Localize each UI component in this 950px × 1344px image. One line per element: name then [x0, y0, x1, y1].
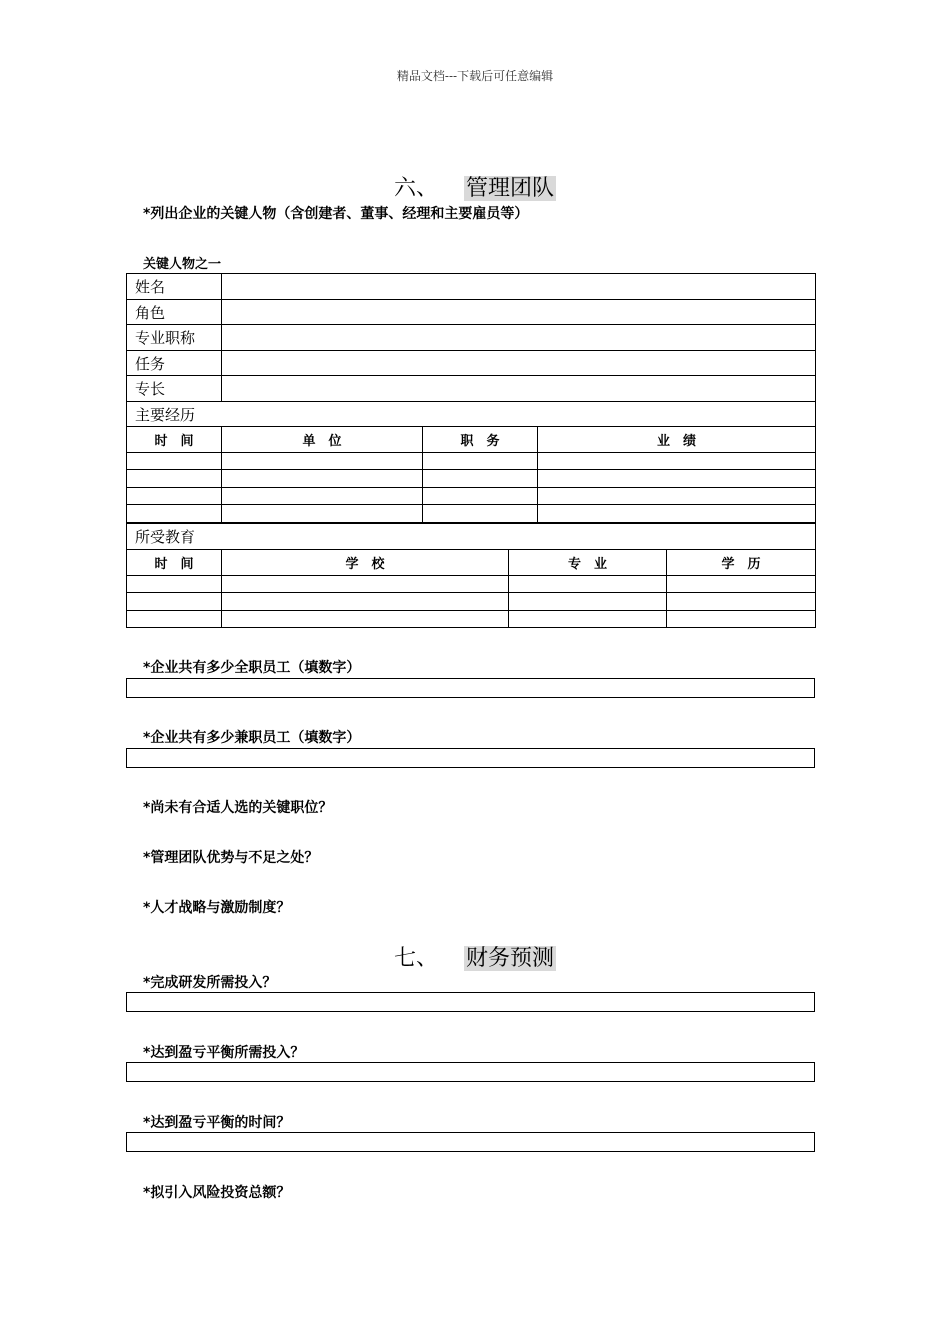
question-breakeven-time: *达到盈亏平衡的时间？	[143, 1115, 291, 1131]
exp-header-time: 时 间	[127, 427, 222, 453]
education-label: 所受教育	[127, 524, 816, 550]
edu-cell[interactable]	[667, 593, 816, 611]
edu-cell[interactable]	[127, 611, 222, 628]
exp-row	[127, 488, 816, 505]
answer-rd-investment[interactable]	[126, 992, 815, 1012]
edu-header-school: 学 校	[222, 550, 509, 576]
edu-row	[127, 611, 816, 628]
exp-header-unit: 单 位	[222, 427, 423, 453]
exp-cell[interactable]	[222, 505, 423, 523]
question-talent-strategy: *人才战略与激励制度？	[143, 900, 291, 916]
edu-header-time: 时 间	[127, 550, 222, 576]
edu-cell[interactable]	[127, 576, 222, 593]
edu-row	[127, 593, 816, 611]
exp-cell[interactable]	[423, 505, 538, 523]
edu-header-degree: 学 历	[667, 550, 816, 576]
education-table	[126, 523, 816, 628]
answer-parttime-staff[interactable]	[126, 748, 815, 768]
answer-breakeven-investment[interactable]	[126, 1062, 815, 1082]
section-7-heading: 财务预测	[466, 946, 555, 971]
edu-cell[interactable]	[667, 611, 816, 628]
exp-cell[interactable]	[538, 470, 816, 488]
exp-cell[interactable]	[127, 453, 222, 470]
question-unfilled-positions: *尚未有合适人选的关键职位？	[143, 800, 333, 816]
exp-cell[interactable]	[127, 505, 222, 523]
exp-cell[interactable]	[127, 488, 222, 505]
key-people-instruction: *列出企业的关键人物（含创建者、董事、经理和主要雇员等）	[143, 206, 529, 222]
exp-row	[127, 453, 816, 470]
exp-row	[127, 505, 816, 523]
exp-cell[interactable]	[222, 470, 423, 488]
edu-cell[interactable]	[222, 593, 509, 611]
exp-header-achievement: 业 绩	[538, 427, 816, 453]
field-value-task[interactable]	[222, 351, 816, 376]
field-label-role: 角色	[127, 300, 222, 325]
answer-fulltime-staff[interactable]	[126, 678, 815, 698]
field-value-role[interactable]	[222, 300, 816, 325]
exp-cell[interactable]	[222, 453, 423, 470]
experience-label: 主要经历	[127, 402, 816, 427]
edu-cell[interactable]	[222, 576, 509, 593]
exp-cell[interactable]	[538, 488, 816, 505]
section-6-title	[0, 171, 950, 202]
field-label-specialty: 专长	[127, 376, 222, 402]
field-value-title[interactable]	[222, 325, 816, 351]
section-7-number: 七、	[393, 946, 438, 971]
exp-cell[interactable]	[423, 453, 538, 470]
key-person-heading: 关键人物之一	[143, 257, 222, 272]
section-6-heading: 管理团队	[466, 176, 555, 201]
field-label-name: 姓名	[127, 274, 222, 300]
field-value-name[interactable]	[222, 274, 816, 300]
section-6-number: 六、	[393, 176, 438, 201]
edu-cell[interactable]	[509, 576, 667, 593]
exp-cell[interactable]	[127, 470, 222, 488]
exp-row	[127, 470, 816, 488]
exp-cell[interactable]	[222, 488, 423, 505]
section-7-title	[0, 941, 950, 972]
exp-cell[interactable]	[423, 470, 538, 488]
edu-cell[interactable]	[667, 576, 816, 593]
answer-breakeven-time[interactable]	[126, 1132, 815, 1152]
exp-cell[interactable]	[538, 505, 816, 523]
edu-cell[interactable]	[509, 593, 667, 611]
exp-cell[interactable]	[423, 488, 538, 505]
edu-cell[interactable]	[222, 611, 509, 628]
edu-header-major: 专 业	[509, 550, 667, 576]
question-fulltime-staff: *企业共有多少全职员工（填数字）	[143, 660, 361, 676]
edu-row	[127, 576, 816, 593]
field-value-specialty[interactable]	[222, 376, 816, 402]
key-person-table	[126, 273, 816, 523]
exp-header-position: 职 务	[423, 427, 538, 453]
field-label-title: 专业职称	[127, 325, 222, 351]
question-parttime-staff: *企业共有多少兼职员工（填数字）	[143, 730, 361, 746]
edu-cell[interactable]	[509, 611, 667, 628]
edu-cell[interactable]	[127, 593, 222, 611]
question-team-strengths: *管理团队优势与不足之处？	[143, 850, 319, 866]
question-breakeven-investment: *达到盈亏平衡所需投入？	[143, 1045, 305, 1061]
page-header: 精品文档---下载后可任意编辑	[396, 69, 554, 83]
exp-cell[interactable]	[538, 453, 816, 470]
field-label-task: 任务	[127, 351, 222, 376]
question-rd-investment: *完成研发所需投入？	[143, 975, 277, 991]
question-vc-total: *拟引入风险投资总额？	[143, 1185, 291, 1201]
